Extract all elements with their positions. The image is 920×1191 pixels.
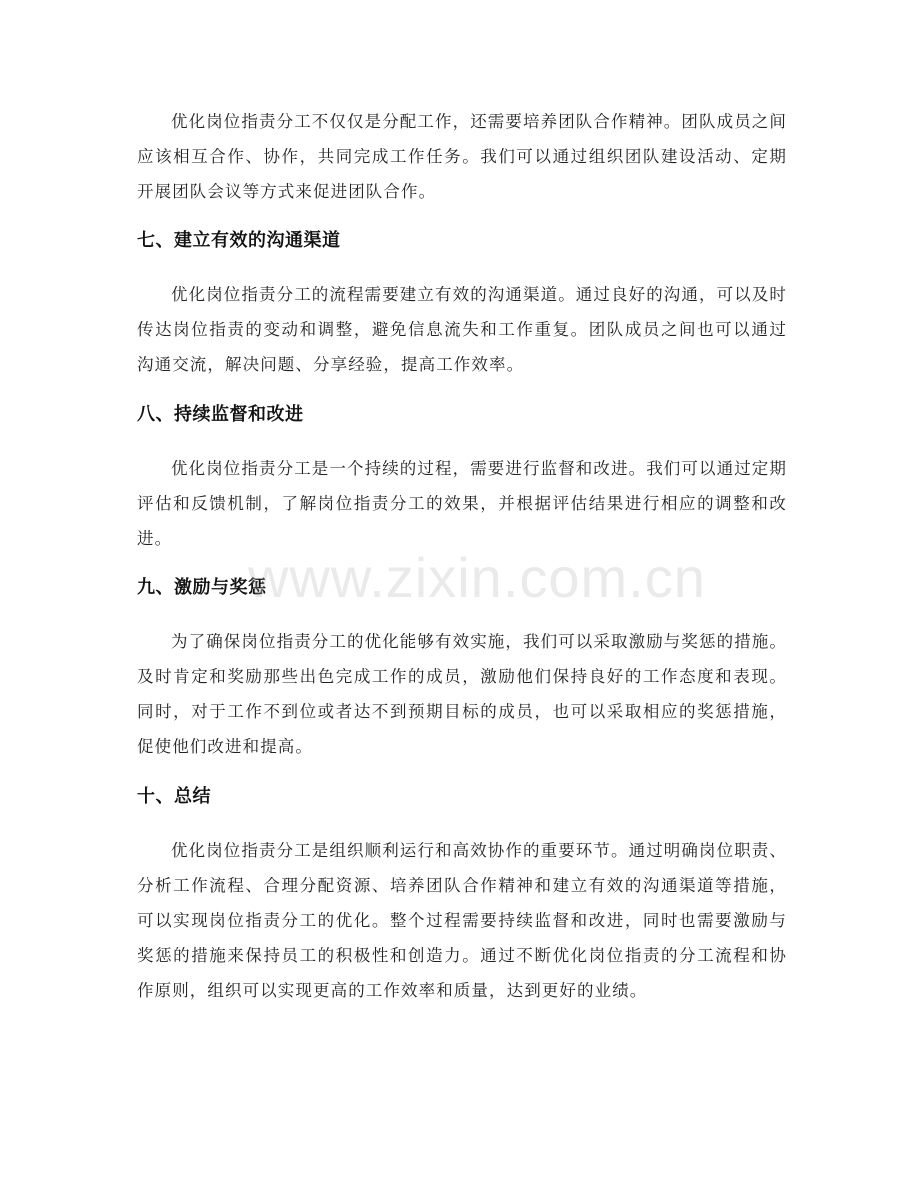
paragraph-team-cooperation: 优化岗位指责分工不仅仅是分配工作，还需要培养团队合作精神。团队成员之间应该相互合作、协作，共同完成工作任务。我们可以通过组织团队建设活动、定期开展团队会议等方式来促进团队合作。 — [137, 112, 787, 201]
heading-communication-channels: 七、建立有效的沟通渠道 — [137, 230, 341, 251]
paragraph-incentives-penalties: 为了确保岗位指责分工的优化能够有效实施，我们可以采取激励与奖惩的措施。及时肯定和奖励那些出色完成工作的成员，激励他们保持良好的工作态度和表现。同时，对于工作不到位或者达不到预期目标的成员，也可以采取相应的奖惩措施，促使他们改进和提高。 — [137, 632, 787, 756]
watermark: www.zixin.com.cn — [248, 546, 706, 609]
paragraph-summary: 优化岗位指责分工是组织顺利运行和高效协作的重要环节。通过明确岗位职责、分析工作流程、合理分配资源、培养团队合作精神和建立有效的沟通渠道等措施，可以实现岗位指责分工的优化。整个过程需要持续监督和改进，同时也需要激励与奖惩的措施来保持员工的积极性和创造力。通过不断优化岗位指责的分工流程和协作原则，组织可以实现更高的工作效率和质量，达到更好的业绩。 — [137, 841, 787, 1000]
paragraph-communication-channels: 优化岗位指责分工的流程需要建立有效的沟通渠道。通过良好的沟通，可以及时传达岗位指责的变动和调整，避免信息流失和工作重复。团队成员之间也可以通过沟通交流，解决问题、分享经验，提高工作效率。 — [137, 285, 787, 374]
heading-incentives-penalties: 九、激励与奖惩 — [137, 577, 267, 598]
paragraph-monitor-improve: 优化岗位指责分工是一个持续的过程，需要进行监督和改进。我们可以通过定期评估和反馈机制，了解岗位指责分工的效果，并根据评估结果进行相应的调整和改进。 — [137, 459, 787, 548]
heading-monitor-improve: 八、持续监督和改进 — [137, 404, 304, 425]
heading-summary: 十、总结 — [137, 786, 211, 807]
